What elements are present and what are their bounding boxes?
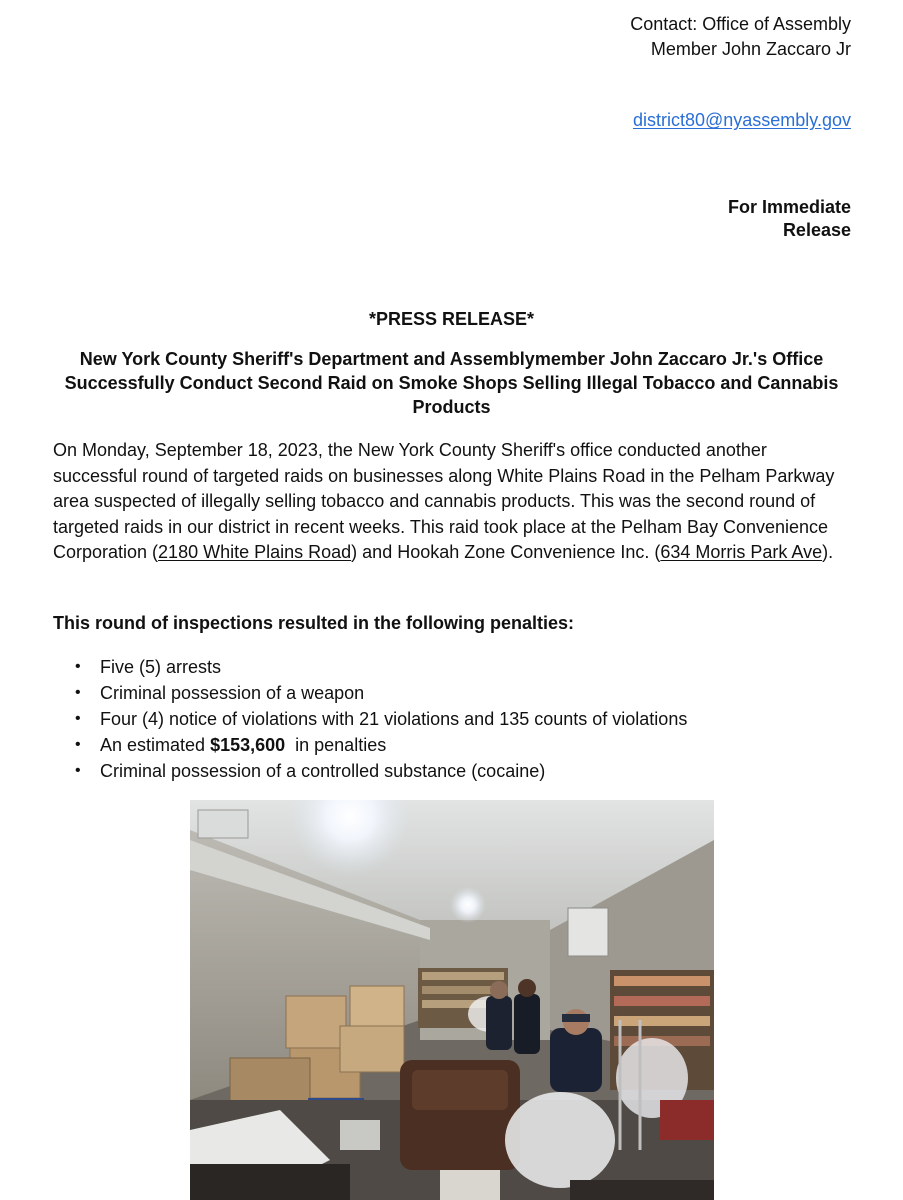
list-item — [53, 654, 873, 680]
contact-line: Contact: Office of Assembly — [630, 14, 851, 34]
list-item — [53, 680, 873, 706]
list-item-text: in penalties — [285, 735, 387, 755]
bullet-icon: • — [75, 736, 81, 753]
list-item — [53, 758, 873, 784]
bullet-icon: • — [75, 684, 81, 701]
list-item — [53, 732, 873, 758]
address-link[interactable]: 634 Morris Park Ave — [660, 542, 823, 563]
raid-photo — [190, 800, 714, 1200]
press-release-label: *PRESS RELEASE* — [368, 309, 535, 329]
release-notice — [651, 196, 851, 242]
list-item-text: Five (5) arrests — [100, 657, 222, 677]
bullet-icon: • — [75, 658, 81, 675]
penalties-heading: This round of inspections resulted in the following penalties: — [53, 613, 575, 633]
list-item — [53, 706, 873, 732]
list-item-text: Criminal possession of a weapon — [100, 683, 365, 703]
contact-block — [491, 12, 851, 62]
penalty-amount: $153,600 — [210, 735, 286, 755]
list-item-text: Criminal possession of a controlled substance (cocaine) — [100, 761, 546, 781]
bullet-icon: • — [75, 710, 81, 727]
list-item-text: An estimated — [100, 735, 211, 755]
contact-line: Member John Zaccaro Jr — [650, 39, 851, 59]
headline: New York County Sheriff's Department and Assemblymember John Zaccaro Jr.'s Office Successfully Conduct Second Raid on Smoke Shops Selling Illegal Tobacco and Cannabis Products — [64, 349, 839, 417]
body-text: ) and Hookah Zone Convenience Inc. ( — [351, 542, 661, 563]
body-text: ). — [822, 542, 834, 563]
release-line: For Immediate — [727, 197, 851, 217]
bullet-icon: • — [75, 762, 81, 779]
body-paragraph — [53, 438, 853, 566]
raid-photo-illustration — [190, 800, 714, 1200]
email-link[interactable]: district80@nyassembly.gov — [632, 110, 851, 130]
release-line: Release — [782, 220, 851, 240]
address-link[interactable]: 2180 White Plains Road — [158, 542, 352, 563]
penalties-list — [53, 654, 873, 784]
list-item-text: Four (4) notice of violations with 21 violations and 135 counts of violations — [100, 709, 688, 729]
body-text: On Monday, September 18, 2023, the New York County Sheriff's office conducted another successful round of targeted raids on businesses along White Plains Road in the Pelham Parkway area suspected of illegally selling tobacco and cannabis products. This was the second round of targeted raids in our district in recent weeks. This raid took place at the Pelham Bay Convenience Corporation ( — [53, 440, 835, 563]
